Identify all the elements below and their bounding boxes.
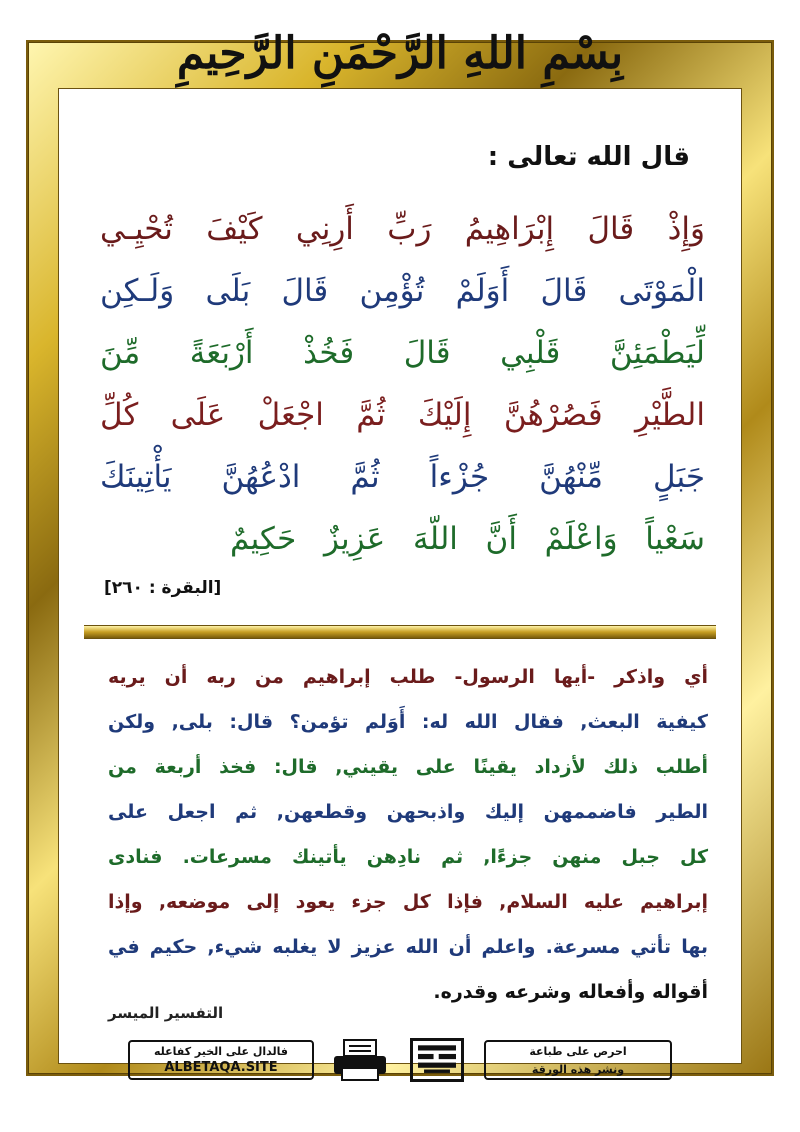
print-note-line1: احرص على طباعة xyxy=(529,1045,627,1058)
verse-line: لِّيَطْمَئِنَّ قَلْبِي قَالَ فَخُذْ أَرْبَعَةً مِّنَ xyxy=(100,335,705,371)
print-note-line2: ونشر هذه الورقة xyxy=(531,1063,625,1076)
website-link[interactable]: ALBETAQA.SITE xyxy=(164,1060,278,1075)
dawah-logo-icon xyxy=(410,1038,464,1082)
footer-bar xyxy=(128,1040,672,1082)
tafsir-line: الطير فاضممهن إليك واذبحهن وقطعهن, ثم اجعل على xyxy=(108,801,708,823)
verse-line: الْمَوْتَى قَالَ أَوَلَمْ تُؤْمِن قَالَ بَلَى وَلَـكِن xyxy=(100,273,705,309)
print-note-box xyxy=(484,1040,672,1080)
gold-divider xyxy=(84,625,716,639)
verse-line: وَإِذْ قَالَ إِبْرَاهِيمُ رَبِّ أَرِنِي كَيْفَ تُحْيِـي xyxy=(100,211,705,247)
verse-line: جَبَلٍ مِّنْهُنَّ جُزْءاً ثُمَّ ادْعُهُنَّ يَأْتِينَكَ xyxy=(100,459,705,495)
tafsir-source: التفسير الميسر xyxy=(108,1004,224,1022)
printer-icon xyxy=(330,1038,390,1082)
verse-line: الطَّيْرِ فَصُرْهُنَّ إِلَيْكَ ثُمَّ اجْعَلْ عَلَى كُلِّ xyxy=(100,397,705,433)
tafsir-line: بها تأتي مسرعة. واعلم أن الله عزيز لا يغلبه شيء, حكيم في xyxy=(108,936,708,958)
tafsir-line: إبراهيم عليه السلام, فإذا كل جزء يعود إلى موضعه, وإذا xyxy=(108,891,708,913)
tafsir-line: أي واذكر -أيها الرسول- طلب إبراهيم من ربه أن يريه xyxy=(108,666,708,688)
verse-line: سَعْياً وَاعْلَمْ أَنَّ اللّهَ عَزِيزٌ حَكِيمٌ xyxy=(230,521,705,557)
tafsir-line: كل جبل منهن جزءًا, ثم نادِهن يأتينك مسرعات. فنادى xyxy=(108,846,708,868)
page-heading: قال الله تعالى : xyxy=(487,142,690,172)
tafsir-line: كيفية البعث, فقال الله له: أَوَلم تؤمن؟ قال: بلى, ولكن xyxy=(108,711,708,733)
website-box[interactable] xyxy=(128,1040,314,1080)
footer-motto: فالدال على الخير كفاعله xyxy=(153,1045,289,1058)
basmala: بِسْمِ اللهِ الرَّحْمَنِ الرَّحِيمِ xyxy=(176,28,624,79)
tafsir-line: أطلب ذلك لأزداد يقينًا على يقيني, قال: فخذ أربعة من xyxy=(108,756,708,778)
verse-reference: [البقرة : ٢٦٠] xyxy=(104,578,222,598)
tafsir-line: أقواله وأفعاله وشرعه وقدره. xyxy=(433,981,708,1003)
